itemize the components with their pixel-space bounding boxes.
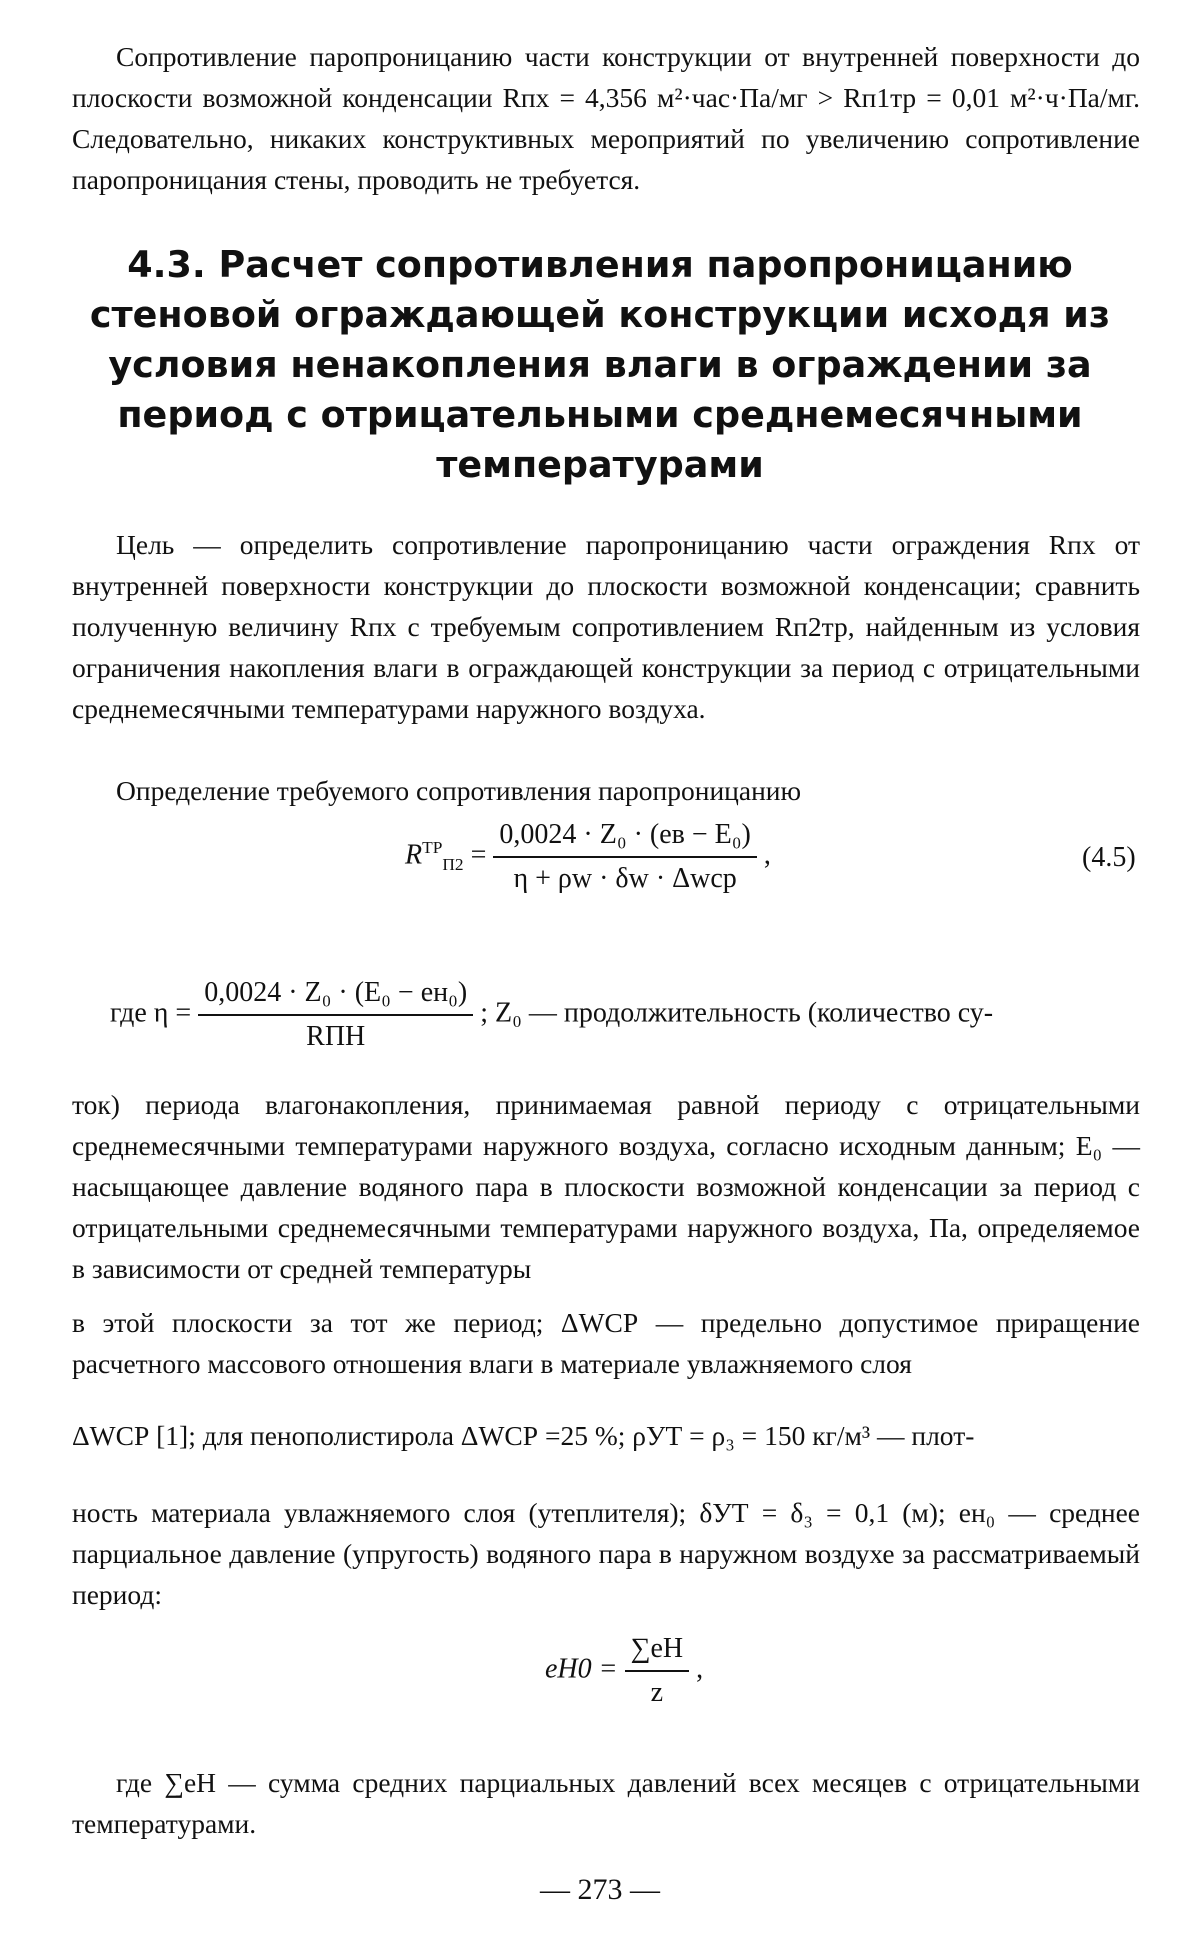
formula-lhs: R [405, 839, 423, 871]
en0-denominator: z [650, 1677, 664, 1708]
polystyrene-line: ΔWСР [1]; для пенополистирола ΔWСР =25 %; ρУТ = ρ₃ = 150 кг/м³ — плот- [72, 1420, 975, 1451]
formula-lhs-sup: ТР [422, 838, 443, 858]
eta-formula [110, 976, 993, 1054]
goal-paragraph: Цель — определить сопротивление паропроницанию части ограждения Rпх от внутренней поверхности конструкции до плоскости возможной конденсации; сравнить полученную величину Rпх с требуемым сопротивлением Rп2тр, найденным из условия ограничения накопления влаги в ограждающей конструкции за период с отрицательными среднемесячными температурами наружного воздуха. [72, 529, 1140, 724]
formula-en0 [545, 1632, 703, 1710]
formula-4-5: $R^{ТР}_{П2}$ = $\frac{\text{0,0024 · Z₀ · (eв − E₀)}}{\text{η + ρw · δw · Δwср}}$ , [405, 819, 771, 894]
definition-line: Определение требуемого сопротивления паропроницанию [116, 775, 802, 806]
formula-lhs-sub: П2 [442, 855, 464, 875]
formula-fraction [493, 818, 756, 896]
en0-lhs: eН0 = [545, 1653, 618, 1685]
dw-paragraph: в этой плоскости за тот же период; ΔWСР — предельно допустимое приращение расчетного массового отношения влаги в материале увлажняемого слоя [72, 1307, 1140, 1379]
eta-prefix: где η = [110, 997, 192, 1029]
en0-fraction [625, 1632, 690, 1710]
formula-denominator: η + ρw · δw · Δwср [513, 863, 737, 894]
z0-paragraph: ток) периода влагонакопления, принимаемая равной периоду с отрицательными среднемесячными температурами наружного воздуха, согласно исходным данным; E₀ — насыщающее давление водяного пара в плоскости возможной конденсации за период с отрицательными среднемесячными температурами наружного воздуха, Па, определяемое в зависимости от средней температуры [72, 1089, 1140, 1284]
formula-trail: , [763, 839, 771, 871]
page-number: — 273 — [540, 1873, 660, 1906]
formula-numerator: 0,0024 · Z₀ · (eв − E₀) [493, 818, 756, 858]
density-paragraph: ность материала увлажняемого слоя (утеплителя); δУТ = δ₃ = 0,1 (м); eн₀ — среднее парциальное давление (упругость) водяного пара в наружном воздухе за рассматриваемый период: [72, 1497, 1140, 1610]
eta-numerator: 0,0024 · Z₀ · (E₀ − eн₀) [198, 976, 473, 1016]
final-paragraph: где ∑eН — сумма средних парциальных давлений всех месяцев с отрицательными температурами. [72, 1767, 1140, 1839]
eta-suffix: ; Z₀ — продолжительность (количество су- [480, 997, 994, 1029]
en0-trail: , [696, 1653, 704, 1685]
en0-numerator: ∑eН [625, 1632, 690, 1672]
eta-denominator: RПН [306, 1021, 366, 1052]
equation-number: (4.5) [1082, 842, 1136, 873]
eta-fraction [198, 976, 473, 1054]
intro-paragraph: Сопротивление паропроницанию части конструкции от внутренней поверхности до плоскости возможной конденсации Rпх = 4,356 м²·час·Па/мг > Rп1тр = 0,01 м²·ч·Па/мг. Следовательно, никаких конструктивных мероприятий по увеличению сопротивление паропроницания стены, проводить не требуется. [72, 41, 1140, 195]
section-heading: 4.3. Расчет сопротивления паропроницанию стеновой ограждающей конструкции исходя из условия ненакопления влаги в ограждении за период с отрицательными среднемесячными температурами [89, 243, 1111, 486]
